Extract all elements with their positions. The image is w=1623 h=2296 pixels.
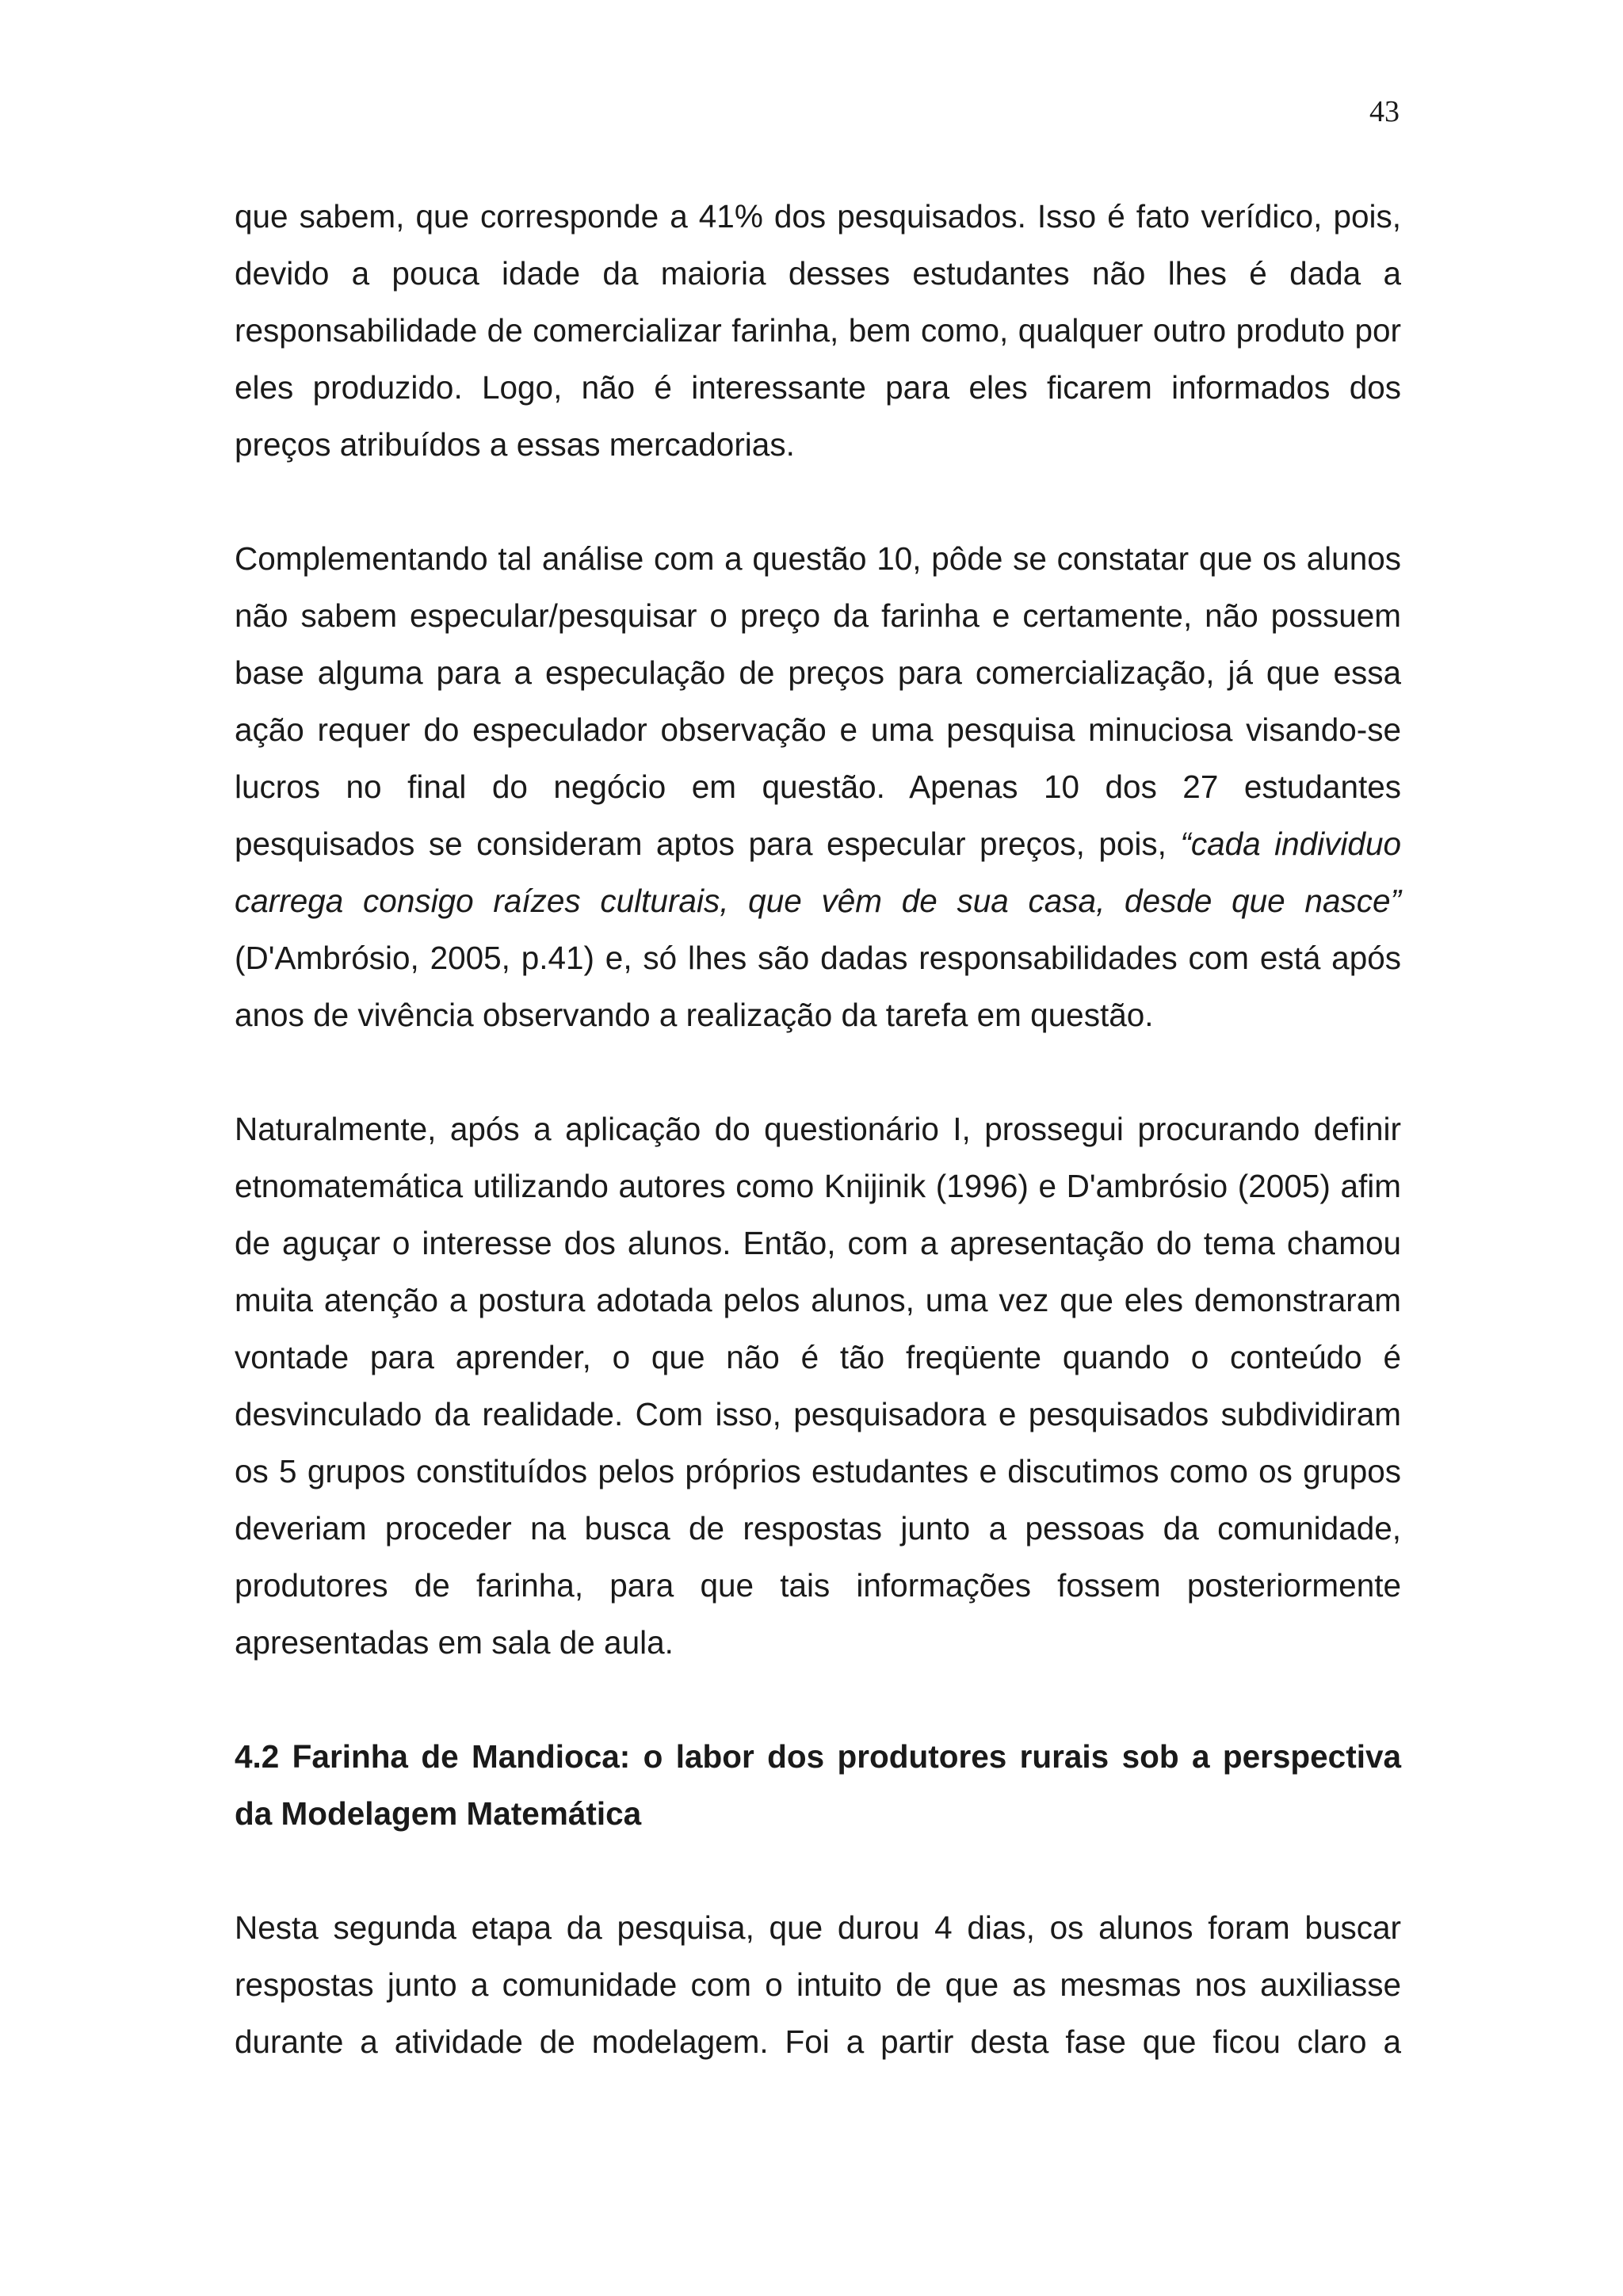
section-heading: 4.2 Farinha de Mandioca: o labor dos produtores rurais sob a perspectiva da Modelagem Matemática: [235, 1738, 1401, 1832]
paragraph-1: que sabem, que corresponde a 41% dos pesquisados. Isso é fato verídico, pois, devido a pouca idade da maioria desses estudantes não lhes é dada a responsabilidade de comercializar farinha, bem como, qualquer outro produto por eles produzido. Logo, não é interessante para eles ficarem informados dos preços atribuídos a essas mercadorias.: [235, 198, 1401, 463]
paragraph-2-text-end: (D'Ambrósio, 2005, p.41) e, só lhes são dadas responsabilidades com está após anos de vivência observando a realização da tarefa em questão.: [235, 940, 1401, 1033]
paragraph-4: Nesta segunda etapa da pesquisa, que durou 4 dias, os alunos foram buscar respostas junto a comunidade com o intuito de que as mesmas nos auxiliasse durante a atividade de modelagem. Foi a partir desta fase que ficou claro a: [235, 1909, 1401, 2060]
paragraph-2: [235, 530, 1401, 1043]
page-number: 43: [1369, 95, 1400, 128]
paragraph-3: Naturalmente, após a aplicação do questionário I, prossegui procurando definir etnomatemática utilizando autores como Knijinik (1996) e D'ambrósio (2005) afim de aguçar o interesse dos alunos. Então, com a apresentação do tema chamou muita atenção a postura adotada pelos alunos, uma vez que eles demonstraram vontade para aprender, o que não é tão freqüente quando o conteúdo é desvinculado da realidade. Com isso, pesquisadora e pesquisados subdividiram os 5 grupos constituídos pelos próprios estudantes e discutimos como os grupos deveriam proceder na busca de respostas junto a pessoas da comunidade, produtores de farinha, para que tais informações fossem posteriormente apresentadas em sala de aula.: [235, 1111, 1401, 1661]
document-body: [235, 188, 1401, 2127]
paragraph-2-quote: “cada individuo carrega consigo raízes culturais, que vêm de sua casa, desde que nasce”: [235, 826, 1401, 919]
paragraph-2-text-start: Complementando tal análise com a questão 10, pôde se constatar que os alunos não sabem especular/pesquisar o preço da farinha e certamente, não possuem base alguma para a especulação de preços para comercialização, já que essa ação requer do especulador observação e uma pesquisa minuciosa visando-se lucros no final do negócio em questão. Apenas 10 dos 27 estudantes pesquisados se consideram aptos para especular preços, pois,: [235, 540, 1401, 862]
